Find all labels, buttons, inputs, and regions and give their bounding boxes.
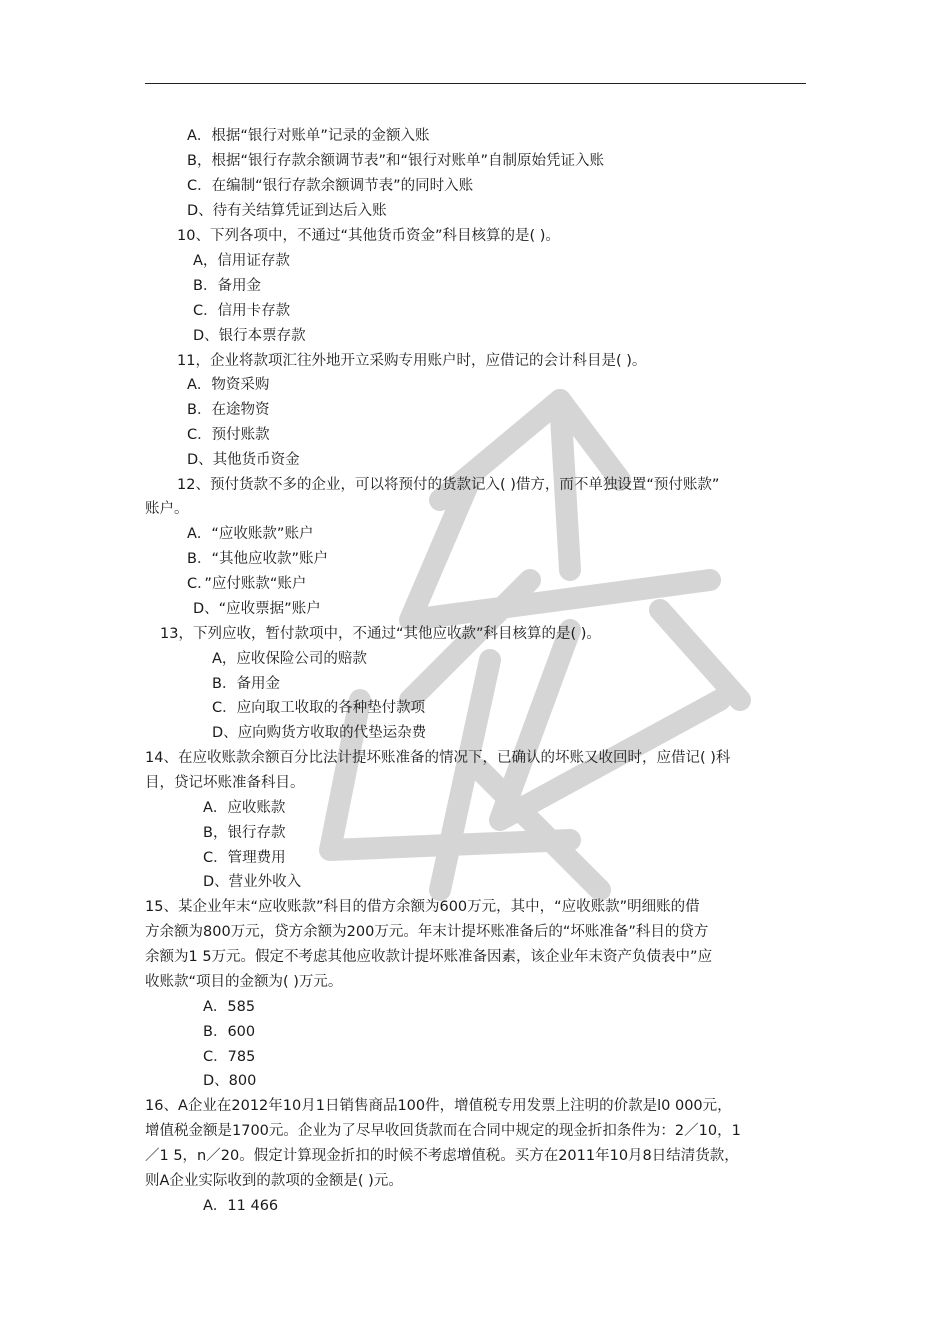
- option-line: A．11 466: [203, 1198, 279, 1214]
- option-line: B．600: [203, 1024, 256, 1040]
- question-line: 账户。: [145, 501, 189, 517]
- question-line: 目，贷记坏账准备科目。: [145, 775, 305, 791]
- question-line: 收账款“项目的金额为( )万元。: [145, 974, 343, 990]
- question-line: 14、在应收账款余额百分比法计提坏账准备的情况下，已确认的坏账又收回时，应借记( )科: [145, 750, 731, 766]
- option-line: A．应收账款: [203, 800, 286, 816]
- option-line: B，根据“银行存款余额调节表”和“银行对账单”自制原始凭证入账: [187, 153, 604, 169]
- question-line: 则A企业实际收到的款项的金额是( )元。: [145, 1173, 403, 1189]
- question-line: ／1 5，n／20。假定计算现金折扣的时候不考虑增值税。买方在2011年10月8日结清货款，: [145, 1148, 739, 1164]
- question-line: 16、A企业在2012年10月1日销售商品100件，增值税专用发票上注明的价款是l0 000元，: [145, 1098, 732, 1114]
- question-line: 12、预付货款不多的企业，可以将预付的货款记入( )借方，而不单独设置“预付账款”: [177, 477, 720, 493]
- option-line: A．根据“银行对账单”记录的金额入账: [187, 128, 430, 144]
- option-line: D、800: [203, 1073, 257, 1089]
- question-line: 余额为1 5万元。假定不考虑其他应收款计提坏账准备因素，该企业年末资产负债表中”应: [145, 949, 713, 965]
- option-line: D、其他货币资金: [187, 452, 300, 468]
- option-line: B．备用金: [212, 676, 280, 692]
- option-line: C．管理费用: [203, 850, 286, 866]
- question-line: 13，下列应收，暂付款项中，不通过“其他应收款”科目核算的是( )。: [160, 626, 601, 642]
- option-line: A．物资采购: [187, 377, 270, 393]
- option-line: C．在编制“银行存款余额调节表”的同时入账: [187, 178, 474, 194]
- option-line: C．”应付账款“账户: [187, 576, 307, 592]
- option-line: C．785: [203, 1049, 256, 1065]
- option-line: D、待有关结算凭证到达后入账: [187, 203, 387, 219]
- option-line: A，信用证存款: [193, 253, 290, 269]
- question-line: 11，企业将款项汇往外地开立采购专用账户时，应借记的会计科目是( )。: [177, 353, 647, 369]
- option-line: A，应收保险公司的赔款: [212, 651, 367, 667]
- option-line: D、营业外收入: [203, 874, 302, 890]
- option-line: B．备用金: [193, 278, 261, 294]
- option-line: C．应向取工收取的各种垫付款项: [212, 700, 426, 716]
- question-line: 增值税金额是1700元。企业为了尽早收回货款而在合同中规定的现金折扣条件为：2／10，1: [145, 1123, 741, 1139]
- question-line: 方余额为800万元，贷方余额为200万元。年末计提坏账准备后的“坏账准备”科目的贷方: [145, 924, 709, 940]
- question-line: 15、某企业年末“应收账款”科目的借方余额为600万元，其中，“应收账款”明细账的借: [145, 899, 700, 915]
- option-line: B．“其他应收款”账户: [187, 551, 328, 567]
- option-line: D、应向购货方收取的代垫运杂费: [212, 725, 427, 741]
- question-line: 10、下列各项中，不通过“其他货币资金”科目核算的是( )。: [177, 228, 560, 244]
- option-line: B．在途物资: [187, 402, 270, 418]
- option-line: B，银行存款: [203, 825, 286, 841]
- option-line: C．信用卡存款: [193, 303, 291, 319]
- option-line: A．“应收账款”账户: [187, 526, 314, 542]
- option-line: D、银行本票存款: [193, 328, 306, 344]
- option-line: D、“应收票据”账户: [193, 601, 321, 617]
- option-line: C．预付账款: [187, 427, 270, 443]
- option-line: A．585: [203, 999, 256, 1015]
